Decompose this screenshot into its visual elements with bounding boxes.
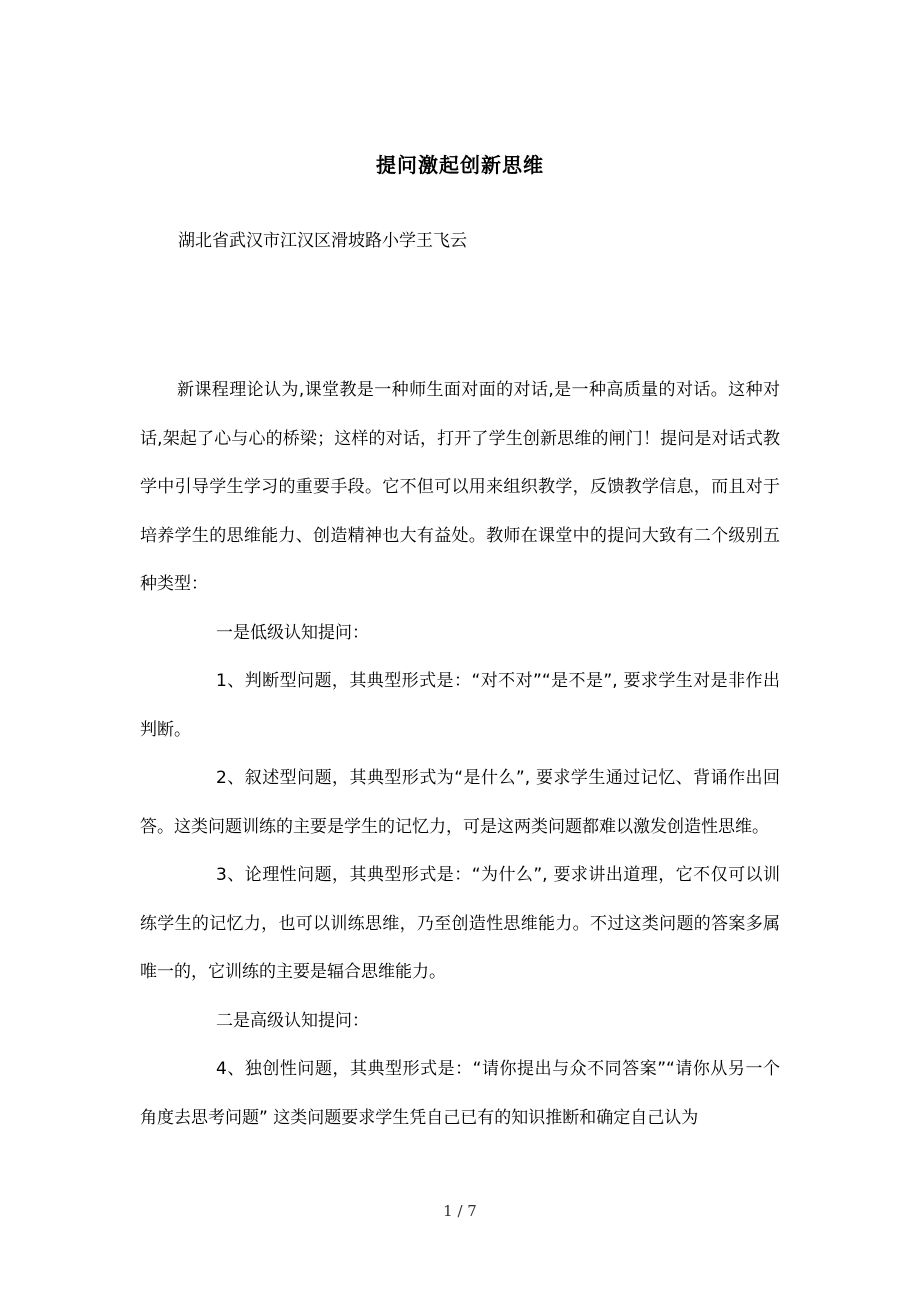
section-heading-low-level: 一是低级认知提问： [216,622,369,643]
section-heading-high-level: 二是高级认知提问： [216,1010,369,1031]
author-line: 湖北省武汉市江汉区滑坡路小学王飞云 [178,231,467,251]
paragraph-item-2: 2、叙述型问题，其典型形式为“是什么”, 要求学生通过记忆、背诵作出回答。这类问题训练的主要是学生的记忆力，可是这两类问题都难以激发创造性思维。 [140,768,780,837]
document-title: 提问激起创新思维 [376,153,544,177]
paragraph-item-3: 3、论理性问题，其典型形式是：“为什么”, 要求讲出道理，它不仅可以训练学生的记忆力，也可以训练思维，乃至创造性思维能力。不过这类问题的答案多属唯一的，它训练的主要是辐合思维能力。 [140,865,780,982]
document-body [140,366,780,1142]
paragraph-item-1: 1、判断型问题，其典型形式是：“对不对”“是不是”, 要求学生对是非作出判断。 [140,671,780,740]
paragraph-intro: 新课程理论认为,课堂教是一种师生面对面的对话,是一种高质量的对话。这种对话,架起了心与心的桥梁；这样的对话，打开了学生创新思维的闸门！提问是对话式教学中引导学生学习的重要手段。它不但可以用来组织教学，反馈教学信息，而且对于培养学生的思维能力、创造精神也大有益处。教师在课堂中的提问大致有二个级别五种类型： [140,380,780,594]
page-number: 1 / 7 [443,1202,477,1220]
paragraph-item-4: 4、独创性问题，其典型形式是：“请你提出与众不同答案”“请你从另一个角度去思考问题” 这类问题要求学生凭自己已有的知识推断和确定自己认为 [140,1059,780,1128]
